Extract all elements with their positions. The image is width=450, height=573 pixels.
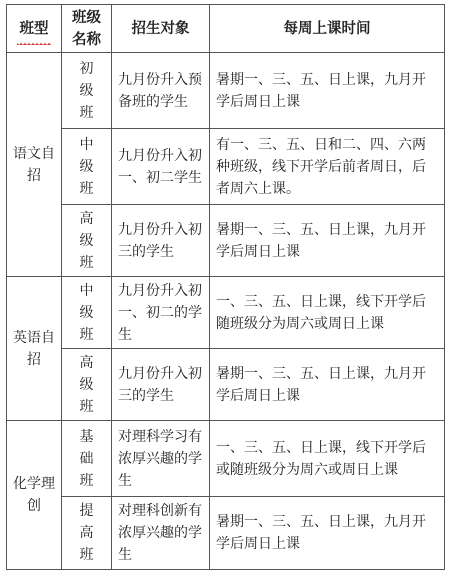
time-cell: 一、三、五、日上课，线下开学后随班级分为周六或周日上课 bbox=[210, 277, 445, 349]
table-row bbox=[7, 497, 445, 570]
table-row bbox=[7, 421, 445, 497]
class-cell: 初级班 bbox=[62, 53, 112, 129]
time-cell: 暑期一、三、五、日上课，九月开学后周日上课 bbox=[210, 349, 445, 421]
header-time: 每周上课时间 bbox=[210, 5, 445, 53]
target-cell: 对理科创新有浓厚兴趣的学生 bbox=[112, 497, 210, 570]
target-cell: 九月份升入初一、初二学生 bbox=[112, 129, 210, 205]
header-target: 招生对象 bbox=[112, 5, 210, 53]
time-cell: 暑期一、三、五、日上课，九月开学后周日上课 bbox=[210, 205, 445, 277]
type-cell-chemistry: 化学理创 bbox=[7, 421, 62, 570]
class-cell: 高级班 bbox=[62, 349, 112, 421]
class-cell: 基础班 bbox=[62, 421, 112, 497]
header-type: 班型 bbox=[7, 5, 62, 53]
type-cell-english: 英语自招 bbox=[7, 277, 62, 421]
header-class-name: 班级名称 bbox=[62, 5, 112, 53]
time-cell: 有一、三、五、日和二、四、六两种班级，线下开学后前者周日，后者周六上课。 bbox=[210, 129, 445, 205]
class-cell: 中级班 bbox=[62, 277, 112, 349]
table-row bbox=[7, 349, 445, 421]
type-cell-chinese: 语文自招 bbox=[7, 53, 62, 277]
time-cell: 暑期一、三、五、日上课，九月开学后周日上课 bbox=[210, 497, 445, 570]
header-row bbox=[7, 5, 445, 53]
table-row bbox=[7, 129, 445, 205]
time-cell: 一、三、五、日上课，线下开学后或随班级分为周六或周日上课 bbox=[210, 421, 445, 497]
table-row bbox=[7, 53, 445, 129]
schedule-table bbox=[6, 4, 445, 570]
spellcheck-underline bbox=[17, 43, 51, 46]
target-cell: 九月份升入初三的学生 bbox=[112, 349, 210, 421]
target-cell: 九月份升入初三的学生 bbox=[112, 205, 210, 277]
target-cell: 九月份升入预备班的学生 bbox=[112, 53, 210, 129]
table-row bbox=[7, 277, 445, 349]
target-cell: 九月份升入初一、初二的学生 bbox=[112, 277, 210, 349]
target-cell: 对理科学习有浓厚兴趣的学生 bbox=[112, 421, 210, 497]
table-row bbox=[7, 205, 445, 277]
class-cell: 提高班 bbox=[62, 497, 112, 570]
time-cell: 暑期一、三、五、日上课，九月开学后周日上课 bbox=[210, 53, 445, 129]
class-cell: 中级班 bbox=[62, 129, 112, 205]
class-cell: 高级班 bbox=[62, 205, 112, 277]
